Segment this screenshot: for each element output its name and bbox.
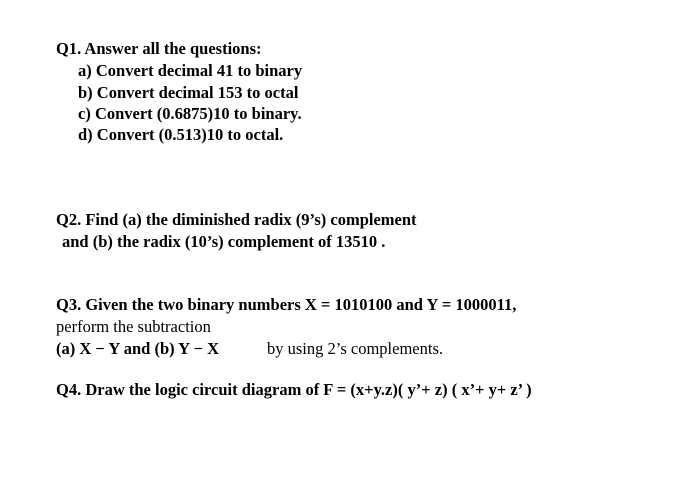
- q4-text: Q4. Draw the logic circuit diagram of F = (x+y.z)( y’+ z) ( x’+ y+ z’ ): [56, 380, 532, 399]
- q3-line-1: Q3. Given the two binary numbers X = 1010100 and Y = 1000011,: [56, 295, 517, 314]
- q2-line-2: and (b) the radix (10’s) complement of 13510 .: [62, 232, 386, 251]
- q2-line-1: Q2. Find (a) the diminished radix (9’s) complement: [56, 210, 417, 229]
- q3-line-3-bold: (a) X − Y and (b) Y − X: [56, 339, 220, 358]
- q1-part-a: a) Convert decimal 41 to binary: [78, 61, 303, 80]
- q3-line-3-normal: by using 2’s complements.: [267, 339, 443, 358]
- q1-part-c: c) Convert (0.6875)10 to binary.: [78, 104, 302, 123]
- q3-line-2: perform the subtraction: [56, 317, 211, 336]
- q1-part-d: d) Convert (0.513)10 to octal.: [78, 125, 284, 144]
- q1-part-b: b) Convert decimal 153 to octal: [78, 83, 299, 102]
- q1-heading: Q1. Answer all the questions:: [56, 39, 262, 58]
